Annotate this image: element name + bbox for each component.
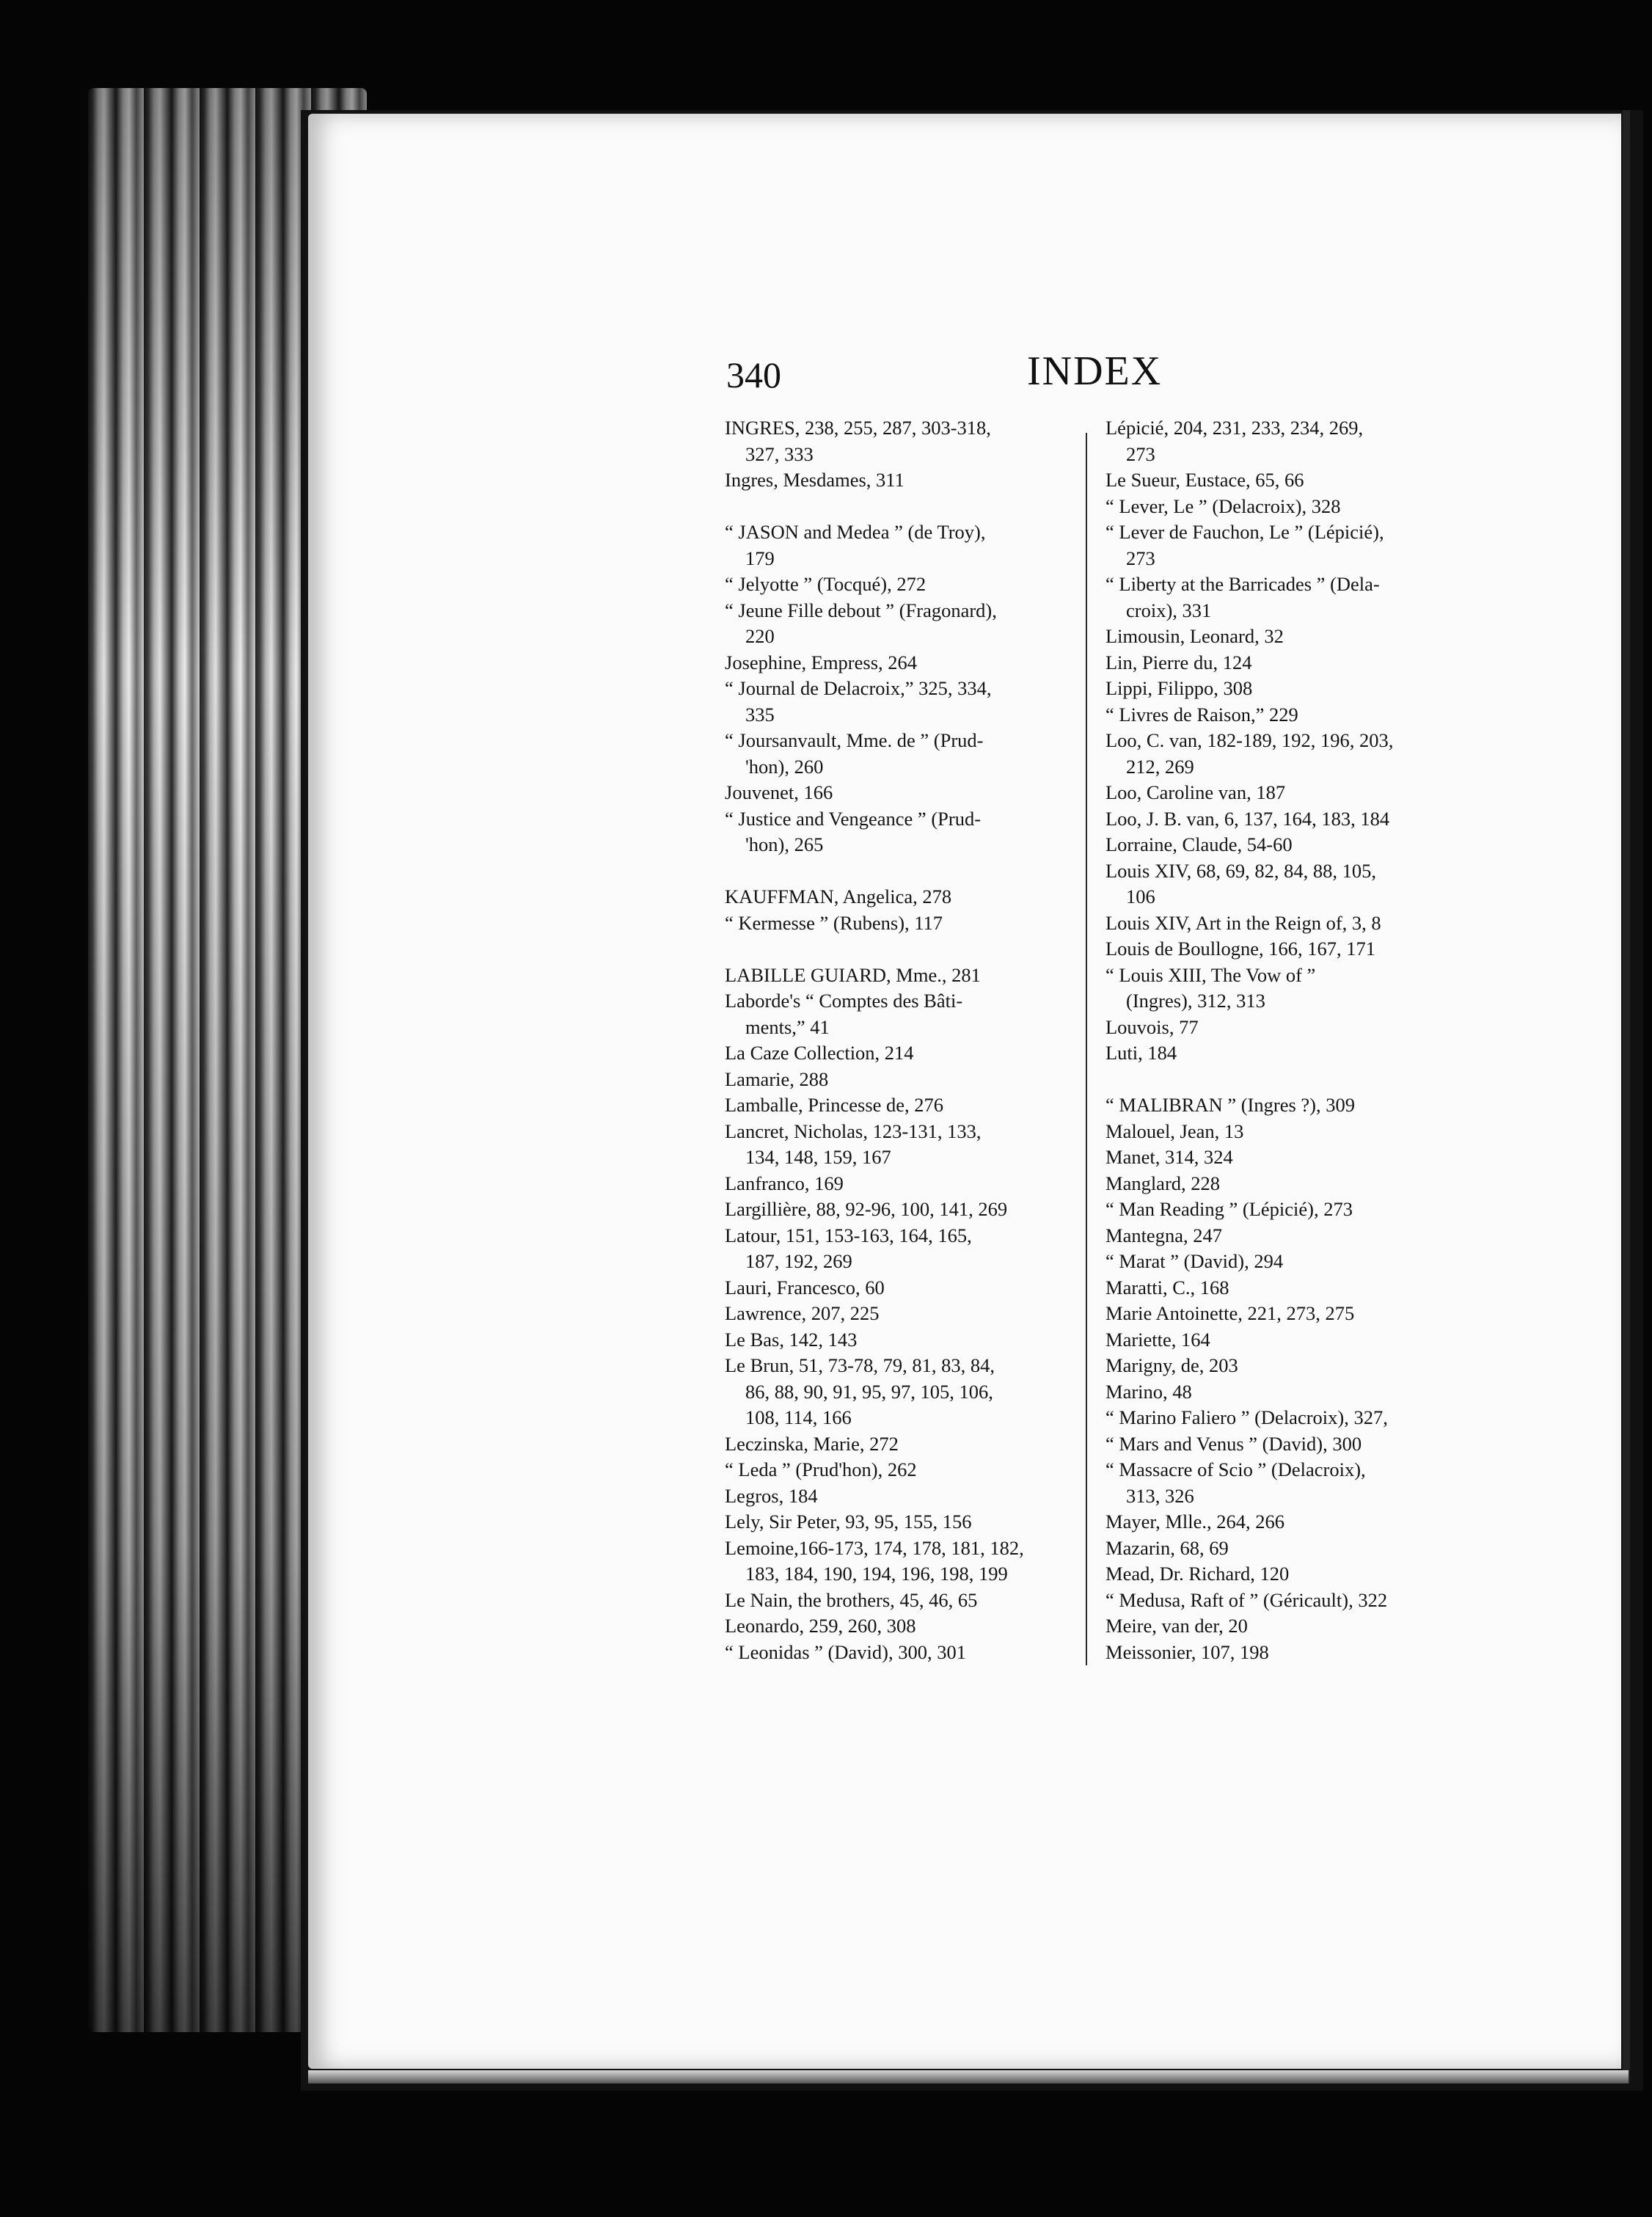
index-entry-continuation: 212, 269 [1126, 755, 1194, 778]
index-entry [725, 806, 1070, 858]
index-entry-line: Lamballe, Princesse de, 276 [725, 1094, 944, 1116]
index-entry-line: Lancret, Nicholas, 123-131, 133, [725, 1120, 982, 1142]
page-edge [1623, 110, 1630, 2083]
index-entry [1105, 1561, 1450, 1588]
index-entry-line: Lawrence, 207, 225 [725, 1302, 880, 1324]
index-entry-line: Louvois, 77 [1105, 1015, 1199, 1038]
index-entry-line: “ Louis XIII, The Vow of ” [1105, 963, 1316, 986]
index-entry-continuation: 106 [1126, 885, 1155, 907]
index-entry [1105, 519, 1450, 571]
letter-section-gap [725, 936, 1070, 963]
index-entry [1105, 1588, 1450, 1614]
index-entry-line: Mead, Dr. Richard, 120 [1105, 1563, 1290, 1585]
index-entry [1105, 910, 1450, 937]
index-entry [725, 1509, 1070, 1535]
index-entry [1105, 1015, 1450, 1041]
index-entry [1105, 1457, 1450, 1509]
index-entry-continuation: 183, 184, 190, 194, 196, 198, 199 [745, 1563, 1008, 1585]
index-entry [1105, 676, 1450, 702]
index-entry [725, 1588, 1070, 1614]
index-entry-line: Louis XIV, 68, 69, 82, 84, 88, 105, [1105, 859, 1377, 882]
index-entry-line: “ Jeune Fille debout ” (Fragonard), [725, 599, 997, 621]
index-entry [725, 1640, 1070, 1666]
index-entry [725, 963, 1070, 989]
index-entry-line: Malouel, Jean, 13 [1105, 1120, 1244, 1142]
index-entry [1105, 1119, 1450, 1145]
index-entry-line: La Caze Collection, 214 [725, 1042, 914, 1064]
index-entry-line: Lippi, Filippo, 308 [1105, 677, 1253, 699]
index-entry [1105, 650, 1450, 676]
index-column-left [725, 415, 1070, 1665]
index-entry [1105, 806, 1450, 833]
index-entry [1105, 702, 1450, 728]
index-entry-line: Lin, Pierre du, 124 [1105, 651, 1252, 673]
index-entry-line: Manglard, 228 [1105, 1172, 1221, 1194]
index-entry-line: Meire, van der, 20 [1105, 1615, 1248, 1637]
index-entry-continuation: 86, 88, 90, 91, 95, 97, 105, 106, [745, 1380, 993, 1403]
column-divider [1086, 433, 1087, 1665]
index-entry-line: “ Journal de Delacroix,” 325, 334, [725, 677, 992, 699]
index-entry [725, 1431, 1070, 1458]
index-entry [725, 1067, 1070, 1093]
index-entry [725, 1327, 1070, 1354]
index-entry [1105, 467, 1450, 494]
page-bottom-edge [308, 2070, 1629, 2083]
letter-section-gap [1105, 1067, 1450, 1093]
running-head: INDEX [1027, 348, 1163, 394]
index-entry [725, 1535, 1070, 1588]
index-entry-line: “ Lever de Fauchon, Le ” (Lépicié), [1105, 521, 1384, 543]
index-entry [725, 519, 1070, 571]
index-entry-continuation: 108, 114, 166 [745, 1406, 852, 1428]
index-entry-line: Marie Antoinette, 221, 273, 275 [1105, 1302, 1355, 1324]
index-entry-line: “ JASON and Medea ” (de Troy), [725, 521, 986, 543]
index-entry-continuation: ments,” 41 [745, 1015, 830, 1038]
index-entry-line: Mariette, 164 [1105, 1328, 1210, 1351]
index-entry-continuation: 273 [1126, 442, 1155, 465]
index-entry-line: Jouvenet, 166 [725, 781, 833, 803]
index-entry-line: “ Marino Faliero ” (Delacroix), 327, [1105, 1406, 1388, 1428]
index-column-right [1105, 415, 1450, 1665]
index-entry [1105, 1353, 1450, 1379]
letter-section-gap [725, 858, 1070, 885]
index-entry [1105, 1431, 1450, 1458]
index-entry-continuation: 'hon), 265 [745, 833, 824, 855]
index-entry-line: Leonardo, 259, 260, 308 [725, 1615, 916, 1637]
index-entry-line: Manet, 314, 324 [1105, 1146, 1233, 1168]
index-entry-line: Legros, 184 [725, 1484, 818, 1507]
index-entry [1105, 1144, 1450, 1171]
index-entry [725, 1092, 1070, 1119]
index-entry [725, 1275, 1070, 1301]
index-entry-line: “ Liberty at the Barricades ” (Dela- [1105, 573, 1380, 595]
index-entry-continuation: (Ingres), 312, 313 [1126, 990, 1265, 1012]
index-entry-line: “ Joursanvault, Mme. de ” (Prud- [725, 729, 984, 751]
index-entry [1105, 1197, 1450, 1223]
index-entry-line: Latour, 151, 153-163, 164, 165, [725, 1224, 972, 1246]
index-entry-line: Ingres, Mesdames, 311 [725, 469, 904, 491]
index-entry [725, 1613, 1070, 1640]
index-entry [725, 780, 1070, 806]
letter-section-gap [725, 494, 1070, 520]
index-entry-line: “ Leonidas ” (David), 300, 301 [725, 1640, 966, 1663]
index-entry-line: Luti, 184 [1105, 1042, 1177, 1064]
index-entry-line: Le Sueur, Eustace, 65, 66 [1105, 469, 1304, 491]
index-entry-line: “ Justice and Vengeance ” (Prud- [725, 807, 982, 830]
index-entry-line: Loo, Caroline van, 187 [1105, 781, 1286, 803]
index-entry-continuation: 335 [745, 703, 775, 726]
page-header [726, 348, 1460, 399]
index-entry [725, 1353, 1070, 1431]
index-entry [1105, 780, 1450, 806]
index-entry [1105, 1040, 1450, 1067]
index-entry [725, 1171, 1070, 1197]
index-entry [725, 571, 1070, 598]
index-entry-line: Mantegna, 247 [1105, 1224, 1222, 1246]
index-entry-line: Lemoine,166-173, 174, 178, 181, 182, [725, 1536, 1024, 1559]
index-entry-line: Loo, J. B. van, 6, 137, 164, 183, 184 [1105, 807, 1390, 830]
index-entry [1105, 1535, 1450, 1562]
index-entry [1105, 858, 1450, 910]
index-entry [1105, 1223, 1450, 1249]
index-entry-line: Josephine, Empress, 264 [725, 651, 918, 673]
index-entry-line: Marigny, de, 203 [1105, 1354, 1238, 1376]
index-entry-line: Leczinska, Marie, 272 [725, 1432, 899, 1455]
index-entry-continuation: croix), 331 [1126, 599, 1212, 621]
index-entry [1105, 963, 1450, 1015]
index-entry-line: “ Jelyotte ” (Tocqué), 272 [725, 573, 926, 595]
index-entry [1105, 1171, 1450, 1197]
index-entry [1105, 1509, 1450, 1535]
index-entry [1105, 415, 1450, 467]
index-entry-line: “ Lever, Le ” (Delacroix), 328 [1105, 494, 1341, 517]
index-entry-line: Meissonier, 107, 198 [1105, 1640, 1269, 1663]
page-number: 340 [726, 354, 781, 395]
index-entry-line: INGRES, 238, 255, 287, 303-318, [725, 417, 991, 439]
index-entry [1105, 832, 1450, 858]
index-entry-line: Le Bas, 142, 143 [725, 1328, 858, 1351]
index-entry [725, 988, 1070, 1040]
index-entry [1105, 936, 1450, 963]
index-entry-line: Louis XIV, Art in the Reign of, 3, 8 [1105, 911, 1381, 934]
index-entry [725, 910, 1070, 937]
index-entry-line: “ Man Reading ” (Lépicié), 273 [1105, 1198, 1353, 1220]
index-entry [725, 1483, 1070, 1510]
index-entry [725, 598, 1070, 650]
index-entry-line: Laborde's “ Comptes des Bâti- [725, 990, 963, 1012]
index-entry [1105, 1379, 1450, 1406]
index-entry-line: “ Mars and Venus ” (David), 300 [1105, 1432, 1362, 1455]
index-entry [725, 1223, 1070, 1275]
index-entry-line: “ Livres de Raison,” 229 [1105, 703, 1298, 726]
index-entry-line: Mazarin, 68, 69 [1105, 1536, 1229, 1559]
index-entry [1105, 1613, 1450, 1640]
index-entry-continuation: 273 [1126, 547, 1155, 569]
index-entry [725, 1301, 1070, 1327]
index-entry [725, 467, 1070, 494]
index-entry-line: “ Medusa, Raft of ” (Géricault), 322 [1105, 1588, 1388, 1611]
index-entry [1105, 624, 1450, 650]
index-entry-line: KAUFFMAN, Angelica, 278 [725, 885, 952, 907]
index-entry-line: “ Marat ” (David), 294 [1105, 1250, 1284, 1272]
index-entry-line: Louis de Boullogne, 166, 167, 171 [1105, 938, 1376, 960]
index-entry [1105, 1301, 1450, 1327]
index-entry-continuation: 327, 333 [745, 442, 814, 465]
index-entry-continuation: 'hon), 260 [745, 755, 824, 778]
index-entry-continuation: 179 [745, 547, 775, 569]
index-entry-continuation: 313, 326 [1126, 1484, 1194, 1507]
index-entry-line: “ MALIBRAN ” (Ingres ?), 309 [1105, 1094, 1355, 1116]
index-entry-continuation: 220 [745, 625, 775, 647]
index-entry [725, 676, 1070, 728]
index-entry-line: Lamarie, 288 [725, 1067, 829, 1090]
index-entry [725, 1119, 1070, 1171]
index-entry-line: Lauri, Francesco, 60 [725, 1276, 885, 1299]
index-entry [725, 415, 1070, 467]
index-entry [725, 728, 1070, 780]
index-entry [725, 1040, 1070, 1067]
index-entry [725, 650, 1070, 676]
index-entry [725, 1457, 1070, 1483]
index-entry [1105, 1327, 1450, 1354]
index-entry-line: Maratti, C., 168 [1105, 1276, 1229, 1299]
index-entry-line: Le Nain, the brothers, 45, 46, 65 [725, 1588, 978, 1611]
index-entry [1105, 571, 1450, 624]
index-entry [1105, 494, 1450, 520]
index-entry-line: Limousin, Leonard, 32 [1105, 625, 1284, 647]
index-entry-line: Lely, Sir Peter, 93, 95, 155, 156 [725, 1511, 972, 1533]
index-entry [1105, 728, 1450, 780]
index-entry [725, 884, 1070, 910]
index-entry [1105, 1092, 1450, 1119]
index-entry [1105, 1640, 1450, 1666]
index-entry-line: Mayer, Mlle., 264, 266 [1105, 1511, 1285, 1533]
index-entry-line: “ Kermesse ” (Rubens), 117 [725, 911, 943, 934]
index-entry-line: “ Leda ” (Prud'hon), 262 [725, 1458, 917, 1480]
index-entry-continuation: 187, 192, 269 [745, 1250, 852, 1272]
index-entry-line: Lanfranco, 169 [725, 1172, 844, 1194]
index-entry-continuation: 134, 148, 159, 167 [745, 1146, 891, 1168]
index-entry-line: Marino, 48 [1105, 1380, 1192, 1403]
index-entry-line: “ Massacre of Scio ” (Delacroix), [1105, 1458, 1366, 1480]
index-entry-line: Loo, C. van, 182-189, 192, 196, 203, [1105, 729, 1394, 751]
index-entry-line: Lorraine, Claude, 54-60 [1105, 833, 1293, 855]
index-entry [1105, 1249, 1450, 1275]
index-entry-line: Lépicié, 204, 231, 233, 234, 269, [1105, 417, 1364, 439]
index-entry [1105, 1405, 1450, 1431]
index-entry-line: LABILLE GUIARD, Mme., 281 [725, 963, 981, 986]
index-entry [1105, 1275, 1450, 1301]
index-entry-line: Largillière, 88, 92-96, 100, 141, 269 [725, 1198, 1008, 1220]
index-entry [725, 1197, 1070, 1223]
index-entry-line: Le Brun, 51, 73-78, 79, 81, 83, 84, [725, 1354, 995, 1376]
